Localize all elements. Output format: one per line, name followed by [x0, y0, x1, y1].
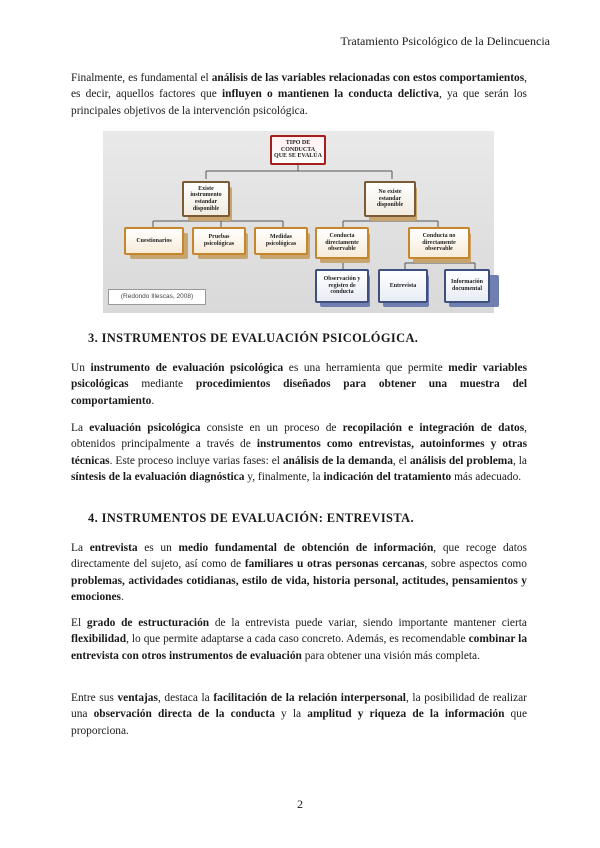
section-3-paragraph-2: La evaluación psicológica consiste en un proceso de recopilación e integración de datos, obtenidos principalmente a través de instrumentos como entrevistas, autoinformes y otras técnicas. Este proceso incluye varias fases: el análisis de la demanda, el análisis del problema, la síntesis de la evaluación diagnóstica y, finalmente, la indicación del tratamiento más adecuado. [71, 422, 527, 484]
section-4-paragraph-2: El grado de estructuración de la entrevista puede variar, siendo importante mantener cierta flexibilidad, lo que permite adaptarse a cada caso concreto. Además, es recomendable combinar la entrevista con otros instrumentos de evaluación para obtener una visión más completa. [71, 617, 528, 662]
node-no-standard: No existe estandar disponible [364, 181, 416, 217]
section-3-heading: 3. INSTRUMENTOS DE EVALUACIÓN PSICOLÓGICA. [88, 331, 419, 345]
section-4-heading: 4. INSTRUMENTOS DE EVALUACIÓN: ENTREVISTA. [88, 511, 414, 525]
node-documentary-info: Información documental [444, 269, 490, 303]
node-psych-tests: Pruebas psicológicas [192, 227, 246, 255]
node-non-observable-conduct: Conducta no directamente observable [408, 227, 470, 259]
node-psych-measures: Medidas psicológicas [254, 227, 308, 255]
intro-paragraph: Finalmente, es fundamental el análisis de las variables relacionadas con estos comportamientos, es decir, aquellos factores que influyen o mantienen la conducta delictiva, ya que serán los principales objetivos de la intervención psicológica. [71, 72, 528, 117]
node-observable-conduct: Conducta directamente observable [315, 227, 369, 259]
node-interview: Entrevista [378, 269, 428, 303]
page-number: 2 [297, 797, 303, 811]
section-3-paragraph-1: Un instrumento de evaluación psicológica es una herramienta que permite medir variables psicológicas mediante procedimientos diseñados para obtener una muestra del comportamiento. [71, 362, 528, 407]
evaluation-flow-diagram [103, 131, 494, 313]
section-4-paragraph-1: La entrevista es un medio fundamental de obtención de información, que recoge datos directamente del sujeto, así como de familiares u otras personas cercanas, sobre aspectos como problemas, actividades cotidianas, estilo de vida, historia personal, actitudes, pensamientos y emociones. [71, 542, 527, 604]
node-observation-record: Observación y registro de conducta [315, 269, 369, 303]
node-questionnaires: Cuestionarios [124, 227, 184, 255]
node-standard-available: Existe instrumento estandar disponible [182, 181, 230, 217]
section-4-paragraph-3: Entre sus ventajas, destaca la facilitación de la relación interpersonal, la posibilidad de realizar una observación directa de la conducta y la amplitud y riqueza de la información que proporciona. [71, 692, 527, 737]
diagram-citation: (Redondo Illescas, 2008) [108, 289, 206, 305]
running-header: Tratamiento Psicológico de la Delincuencia [340, 34, 550, 48]
node-root: TIPO DE CONDUCTA QUE SE EVALÚA [270, 135, 326, 165]
